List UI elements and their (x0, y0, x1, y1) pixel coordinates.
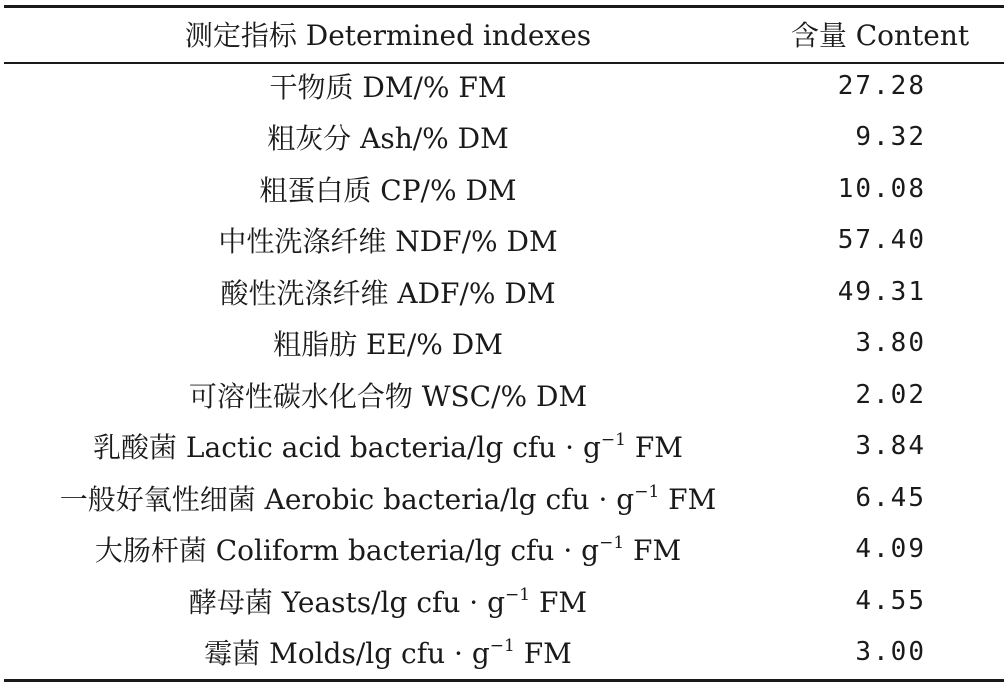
row-content-value: 10.08 (837, 173, 926, 204)
table-row (0, 318, 1008, 369)
row-content-value: 6.45 (855, 482, 926, 513)
index-label: 一般好氧性细菌 Aerobic bacteria/lg cfu · g (59, 482, 635, 516)
index-label: 乳酸菌 Lactic acid bacteria/lg cfu · g (93, 431, 601, 464)
index-label: 中性洗涤纤维 NDF/% DM (218, 225, 558, 258)
bottom-rule (4, 679, 1004, 682)
unit-suffix: FM (625, 431, 683, 464)
table-row (0, 60, 1008, 111)
row-index-name (0, 66, 776, 106)
index-label: 粗脂肪 EE/% DM (273, 328, 503, 361)
row-index-name (0, 169, 776, 209)
table-row (0, 575, 1008, 626)
row-content-value: 9.32 (855, 122, 926, 152)
unit-suffix: FM (514, 637, 572, 670)
row-content-value: 49.31 (837, 276, 926, 307)
unit-suffix: FM (624, 534, 682, 567)
index-label: 酸性洗涤纤维 ADF/% DM (220, 276, 556, 310)
table-row (0, 215, 1008, 266)
row-content-value: 4.09 (855, 534, 926, 564)
unit-exponent: −1 (600, 430, 626, 450)
row-index-name (0, 220, 776, 260)
table-row (0, 369, 1008, 420)
row-content-value: 27.28 (837, 70, 926, 101)
table-row (0, 472, 1008, 523)
header-content: 含量 Content (790, 18, 970, 52)
unit-suffix: FM (530, 585, 588, 619)
table-row (0, 627, 1008, 678)
row-content-value: 3.84 (855, 431, 926, 461)
table-header-row (0, 8, 1008, 59)
unit-exponent: −1 (599, 533, 625, 553)
row-index-name (0, 426, 776, 466)
unit-exponent: −1 (634, 481, 660, 502)
row-index-name (0, 117, 776, 157)
row-index-name (0, 375, 776, 415)
row-index-name (0, 478, 776, 518)
index-label: 粗灰分 Ash/% DM (267, 122, 509, 155)
row-content-value: 57.40 (837, 225, 926, 255)
row-index-name (0, 581, 776, 621)
row-index-name (0, 529, 776, 569)
index-label: 酵母菌 Yeasts/lg cfu · g (188, 585, 506, 619)
unit-exponent: −1 (505, 584, 531, 605)
table-row (0, 112, 1008, 163)
index-label: 霉菌 Molds/lg cfu · g (204, 637, 490, 670)
unit-exponent: −1 (489, 636, 515, 656)
row-index-name (0, 272, 776, 312)
row-content-value: 4.55 (855, 585, 926, 616)
index-label: 干物质 DM/% FM (269, 70, 507, 104)
row-content-value: 3.00 (855, 637, 926, 667)
header-indexes: 测定指标 Determined indexes (184, 18, 592, 52)
table-row (0, 421, 1008, 472)
table-row (0, 524, 1008, 575)
index-label: 大肠杆菌 Coliform bacteria/lg cfu · g (94, 534, 600, 567)
unit-suffix: FM (659, 482, 717, 516)
row-index-name (0, 632, 776, 672)
row-index-name (0, 323, 776, 363)
table-row (0, 163, 1008, 214)
table-row (0, 266, 1008, 317)
index-label: 可溶性碳水化合物 WSC/% DM (188, 379, 588, 413)
row-content-value: 2.02 (855, 379, 926, 410)
row-content-value: 3.80 (855, 328, 926, 358)
index-label: 粗蛋白质 CP/% DM (259, 173, 517, 207)
